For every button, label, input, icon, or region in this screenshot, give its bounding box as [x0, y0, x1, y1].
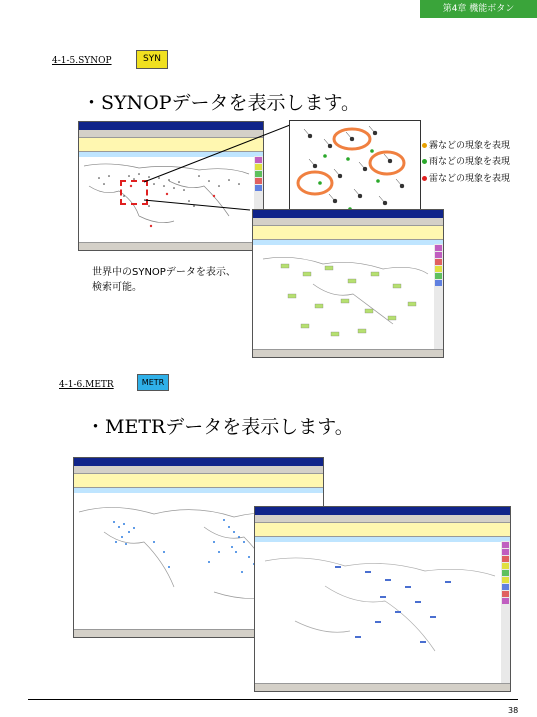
- window-toolbar: [74, 466, 323, 474]
- sidebar-button[interactable]: [435, 273, 442, 279]
- thunder-dot-icon: [422, 176, 427, 181]
- synop-section-label: 4-1-5.SYNOP: [52, 56, 112, 66]
- legend-text: 霧などの現象を表現: [429, 141, 511, 151]
- chapter-tag: 第4章 機能ボタン: [420, 0, 537, 18]
- rain-dot-icon: [422, 159, 427, 164]
- window-infobar: [253, 226, 443, 240]
- syn-button[interactable]: SYN: [136, 50, 168, 69]
- window-sidebar: [501, 541, 510, 683]
- zoom-inset-map: [290, 121, 420, 213]
- sidebar-button[interactable]: [435, 280, 442, 286]
- legend-item-fog: [422, 138, 510, 151]
- synop-zoom-window: [252, 209, 444, 358]
- window-statusbar: [253, 349, 443, 357]
- metr-zoom-map: [255, 541, 500, 683]
- sidebar-button[interactable]: [502, 556, 509, 562]
- window-infobar: [74, 474, 323, 488]
- sidebar-button[interactable]: [435, 259, 442, 265]
- synop-zoom-inset: [289, 120, 421, 214]
- legend-item-thunder: [422, 171, 510, 184]
- metr-button[interactable]: METR: [137, 374, 169, 391]
- footer-rule: [28, 699, 518, 700]
- sidebar-button[interactable]: [435, 266, 442, 272]
- window-titlebar: [74, 458, 323, 466]
- sidebar-button[interactable]: [435, 252, 442, 258]
- page-number: 38: [508, 706, 519, 715]
- sidebar-button[interactable]: [502, 598, 509, 604]
- sidebar-button[interactable]: [502, 542, 509, 548]
- metr-section-label: 4-1-6.METR: [59, 380, 114, 390]
- sidebar-button[interactable]: [502, 591, 509, 597]
- window-titlebar: [253, 210, 443, 218]
- sidebar-button[interactable]: [502, 584, 509, 590]
- window-titlebar: [255, 507, 510, 515]
- legend-text: 雨などの現象を表現: [429, 157, 511, 167]
- sidebar-button[interactable]: [502, 570, 509, 576]
- window-sidebar: [434, 244, 443, 349]
- legend-item-rain: [422, 154, 510, 167]
- window-toolbar: [253, 218, 443, 226]
- synop-zoom-map: [253, 244, 433, 349]
- sidebar-button[interactable]: [502, 577, 509, 583]
- window-statusbar: [255, 683, 510, 691]
- synop-note: 世界中のSYNOPデータを表示、検索可能。: [92, 267, 236, 293]
- metr-zoom-window: [254, 506, 511, 692]
- sidebar-button[interactable]: [435, 245, 442, 251]
- sidebar-button[interactable]: [502, 549, 509, 555]
- fog-dot-icon: [422, 143, 427, 148]
- sidebar-button[interactable]: [502, 563, 509, 569]
- metr-heading: ・METRデータを表示します。: [86, 416, 354, 438]
- synop-heading: ・SYNOPデータを表示します。: [82, 92, 361, 114]
- legend-text: 雷などの現象を表現: [429, 174, 511, 184]
- window-infobar: [255, 523, 510, 537]
- window-toolbar: [255, 515, 510, 523]
